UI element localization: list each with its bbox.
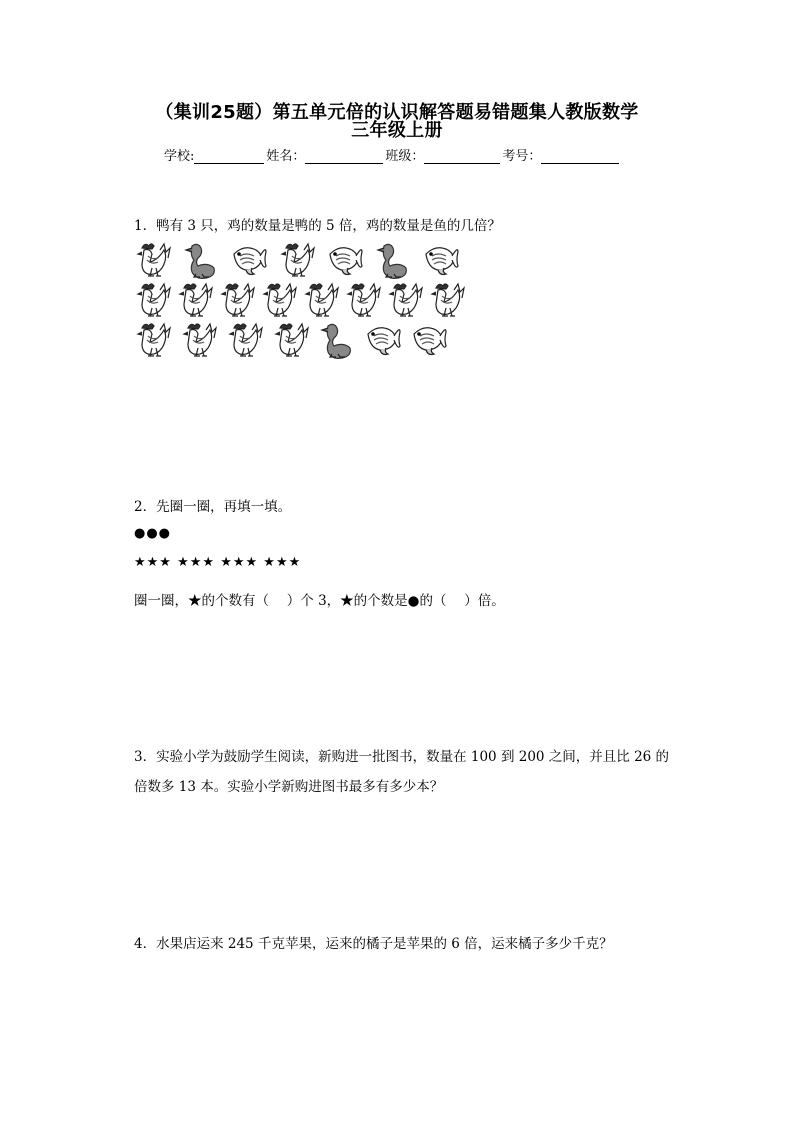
dot-row: ●●● — [134, 526, 172, 541]
class-blank[interactable] — [424, 151, 500, 164]
rooster-icon — [138, 244, 170, 276]
rooster-icon — [222, 284, 254, 316]
rooster-icon — [348, 284, 380, 316]
class-label: 班级： — [385, 149, 425, 164]
question-3-line-1: 3．实验小学为鼓励学生阅读，新购进一批图书，数量在 100 到 200 之间，并且比 26 的 — [134, 749, 670, 765]
name-label: 姓名： — [266, 149, 306, 164]
page-subtitle: 三年级上册 — [351, 120, 443, 141]
page-title: （集训25题）第五单元倍的认识解答题易错题集人教版数学 — [155, 102, 639, 123]
school-label: 学校: — [164, 149, 195, 164]
rooster-icon — [390, 284, 422, 316]
number-blank[interactable] — [541, 151, 619, 164]
duck-icon — [186, 244, 214, 278]
rooster-icon — [264, 284, 296, 316]
duck-icon — [378, 244, 406, 278]
duck-icon — [322, 324, 350, 358]
rooster-icon — [138, 284, 170, 316]
star-row: ★★★ ★★★ ★★★ ★★★ — [134, 555, 302, 570]
number-label: 考号： — [502, 149, 542, 164]
animal-picture-grid — [134, 240, 494, 365]
question-2-fill: 圈一圈，★的个数有（ ）个 3，★的个数是●的（ ）倍。 — [134, 593, 505, 609]
rooster-icon — [184, 324, 216, 356]
rooster-icon — [230, 324, 262, 356]
student-info-line — [164, 145, 634, 164]
name-blank[interactable] — [305, 151, 383, 164]
question-4: 4．水果店运来 245 千克苹果，运来的橘子是苹果的 6 倍，运来橘子多少千克？ — [134, 936, 613, 952]
question-2: 2．先圈一圈，再填一填。 — [134, 499, 292, 515]
fish-icon — [368, 328, 400, 355]
rooster-icon — [282, 244, 314, 276]
rooster-icon — [180, 284, 212, 316]
fish-icon — [234, 248, 266, 275]
fish-icon — [426, 248, 458, 275]
fish-icon — [414, 328, 446, 355]
fish-icon — [330, 248, 362, 275]
question-1: 1．鸭有 3 只，鸡的数量是鸭的 5 倍，鸡的数量是鱼的几倍？ — [134, 218, 501, 234]
school-blank[interactable] — [194, 151, 264, 164]
rooster-icon — [138, 324, 170, 356]
rooster-icon — [276, 324, 308, 356]
rooster-icon — [306, 284, 338, 316]
question-3-line-2: 倍数多 13 本。实验小学新购进图书最多有多少本？ — [134, 779, 444, 795]
rooster-icon — [432, 284, 464, 316]
